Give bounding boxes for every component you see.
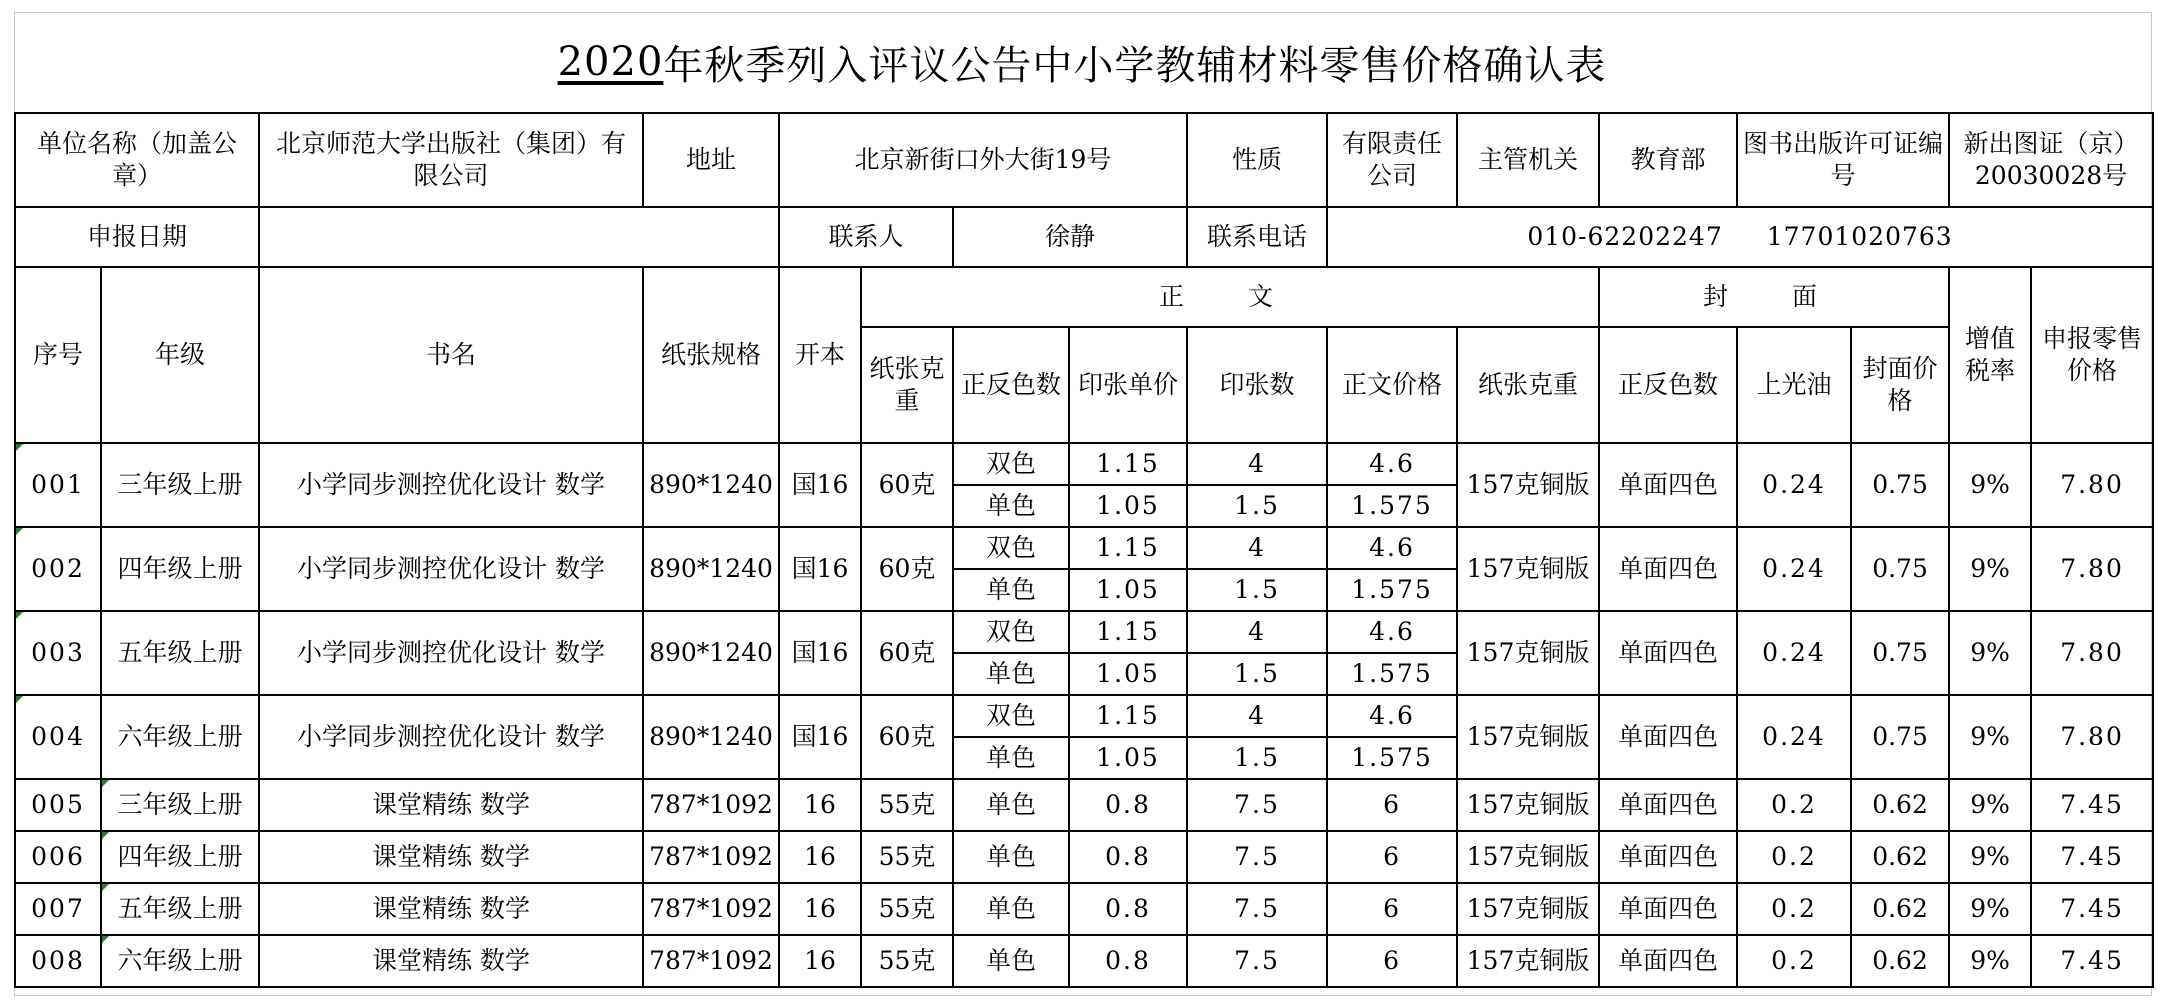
body-weight-cell: 55克: [861, 935, 953, 987]
format-cell: 16: [779, 831, 861, 883]
body-price-cell: 6: [1327, 831, 1457, 883]
grade-cell: 三年级上册: [101, 779, 259, 831]
cover-colors-cell: 单面四色: [1599, 443, 1737, 527]
vat-cell: 9%: [1949, 443, 2031, 527]
cover-weight-cell: 157克铜版: [1457, 831, 1599, 883]
sheet-count-cell: 7.5: [1187, 831, 1327, 883]
grade-cell: 六年级上册: [101, 935, 259, 987]
format-cell: 国16: [779, 695, 861, 779]
paper-size-cell: 787*1092: [643, 779, 779, 831]
body-colors-cell: 单色: [953, 935, 1069, 987]
header-book: 书名: [259, 267, 643, 443]
body-colors-cell: 双色: [953, 443, 1069, 485]
phone-1: 010-62202247: [1527, 222, 1723, 251]
gloss-cell: 0.24: [1737, 443, 1851, 527]
cover-weight-cell: 157克铜版: [1457, 611, 1599, 695]
retail-cell: 7.80: [2031, 527, 2153, 611]
cover-colors-cell: 单面四色: [1599, 883, 1737, 935]
cover-price-cell: 0.62: [1851, 883, 1949, 935]
sheet-price-cell: 1.05: [1069, 653, 1187, 695]
body-weight-cell: 60克: [861, 611, 953, 695]
authority-label: 主管机关: [1457, 113, 1599, 207]
table-row: [15, 695, 2153, 737]
body-price-cell: 1.575: [1327, 485, 1457, 527]
nature-value: 有限责任公司: [1327, 113, 1457, 207]
vat-cell: 9%: [1949, 779, 2031, 831]
body-price-cell: 4.6: [1327, 527, 1457, 569]
header-body-group: 正 文: [861, 267, 1599, 327]
paper-size-cell: 890*1240: [643, 527, 779, 611]
cover-weight-cell: 157克铜版: [1457, 779, 1599, 831]
cover-price-cell: 0.75: [1851, 695, 1949, 779]
body-price-cell: 4.6: [1327, 611, 1457, 653]
body-weight-cell: 60克: [861, 695, 953, 779]
contact-label: 联系人: [779, 207, 953, 267]
gloss-cell: 0.2: [1737, 779, 1851, 831]
vat-cell: 9%: [1949, 883, 2031, 935]
vat-cell: 9%: [1949, 935, 2031, 987]
body-price-cell: 4.6: [1327, 695, 1457, 737]
table-row: [15, 527, 2153, 569]
sheet-price-cell: 1.15: [1069, 695, 1187, 737]
header-seq: 序号: [15, 267, 101, 443]
price-table: [14, 112, 2154, 988]
format-cell: 国16: [779, 611, 861, 695]
cover-price-cell: 0.75: [1851, 611, 1949, 695]
address-value: 北京新街口外大街19号: [779, 113, 1187, 207]
header-grade: 年级: [101, 267, 259, 443]
seq-cell: 004: [15, 695, 101, 779]
grade-cell: 三年级上册: [101, 443, 259, 527]
book-cell: 课堂精练 数学: [259, 779, 643, 831]
cover-price-cell: 0.75: [1851, 443, 1949, 527]
unit-label: 单位名称（加盖公章）: [15, 113, 259, 207]
paper-size-cell: 787*1092: [643, 831, 779, 883]
header-format: 开本: [779, 267, 861, 443]
body-weight-cell: 55克: [861, 831, 953, 883]
gloss-cell: 0.2: [1737, 935, 1851, 987]
header-cover-price: 封面价格: [1851, 327, 1949, 443]
title-text: 年秋季列入评议公告中小学教辅材料零售价格确认表: [663, 42, 1607, 89]
gloss-cell: 0.2: [1737, 831, 1851, 883]
body-colors-cell: 单色: [953, 569, 1069, 611]
sheet-count-cell: 4: [1187, 443, 1327, 485]
gloss-cell: 0.24: [1737, 695, 1851, 779]
gloss-cell: 0.24: [1737, 527, 1851, 611]
book-cell: 课堂精练 数学: [259, 831, 643, 883]
vat-cell: 9%: [1949, 695, 2031, 779]
body-colors-cell: 单色: [953, 779, 1069, 831]
body-weight-cell: 60克: [861, 443, 953, 527]
contact-value: 徐静: [953, 207, 1187, 267]
vat-cell: 9%: [1949, 611, 2031, 695]
body-price-cell: 6: [1327, 935, 1457, 987]
book-cell: 小学同步测控优化设计 数学: [259, 695, 643, 779]
sheet-price-cell: 1.15: [1069, 527, 1187, 569]
seq-cell: 005: [15, 779, 101, 831]
header-row-groups: [15, 267, 2153, 327]
sheet-price-cell: 0.8: [1069, 935, 1187, 987]
paper-size-cell: 890*1240: [643, 611, 779, 695]
sheet-count-cell: 1.5: [1187, 737, 1327, 779]
sheet-price-cell: 1.05: [1069, 569, 1187, 611]
body-colors-cell: 单色: [953, 653, 1069, 695]
grade-cell: 五年级上册: [101, 883, 259, 935]
sheet-price-cell: 0.8: [1069, 883, 1187, 935]
sheet-price-cell: 0.8: [1069, 779, 1187, 831]
book-cell: 小学同步测控优化设计 数学: [259, 527, 643, 611]
header-cover-colors: 正反色数: [1599, 327, 1737, 443]
gloss-cell: 0.2: [1737, 883, 1851, 935]
sheet-count-cell: 7.5: [1187, 935, 1327, 987]
header-body-colors: 正反色数: [953, 327, 1069, 443]
sheet-price-cell: 1.05: [1069, 485, 1187, 527]
gloss-cell: 0.24: [1737, 611, 1851, 695]
retail-cell: 7.80: [2031, 695, 2153, 779]
cover-colors-cell: 单面四色: [1599, 831, 1737, 883]
paper-size-cell: 787*1092: [643, 883, 779, 935]
body-colors-cell: 单色: [953, 485, 1069, 527]
retail-cell: 7.45: [2031, 779, 2153, 831]
body-colors-cell: 双色: [953, 695, 1069, 737]
cover-colors-cell: 单面四色: [1599, 935, 1737, 987]
sheet-price-cell: 0.8: [1069, 831, 1187, 883]
sheet-price-cell: 1.05: [1069, 737, 1187, 779]
cover-weight-cell: 157克铜版: [1457, 443, 1599, 527]
cover-colors-cell: 单面四色: [1599, 779, 1737, 831]
body-weight-cell: 60克: [861, 527, 953, 611]
header-body-price: 正文价格: [1327, 327, 1457, 443]
retail-cell: 7.45: [2031, 883, 2153, 935]
address-label: 地址: [643, 113, 779, 207]
book-cell: 课堂精练 数学: [259, 935, 643, 987]
retail-cell: 7.80: [2031, 443, 2153, 527]
body-price-cell: 1.575: [1327, 737, 1457, 779]
body-colors-cell: 单色: [953, 831, 1069, 883]
retail-cell: 7.45: [2031, 935, 2153, 987]
sheet-count-cell: 1.5: [1187, 653, 1327, 695]
seq-cell: 002: [15, 527, 101, 611]
seq-cell: 007: [15, 883, 101, 935]
cover-price-cell: 0.62: [1851, 779, 1949, 831]
sheet-price-cell: 1.15: [1069, 611, 1187, 653]
header-retail: 申报零售价格: [2031, 267, 2153, 443]
table-row: [15, 611, 2153, 653]
paper-size-cell: 787*1092: [643, 935, 779, 987]
vat-cell: 9%: [1949, 831, 2031, 883]
header-paper-size: 纸张规格: [643, 267, 779, 443]
body-price-cell: 1.575: [1327, 569, 1457, 611]
cover-colors-cell: 单面四色: [1599, 611, 1737, 695]
header-cover-weight: 纸张克重: [1457, 327, 1599, 443]
grade-cell: 四年级上册: [101, 831, 259, 883]
body-weight-cell: 55克: [861, 883, 953, 935]
header-gloss: 上光油: [1737, 327, 1851, 443]
body-price-cell: 1.575: [1327, 653, 1457, 695]
table-row: [15, 935, 2153, 987]
title-year: 2020: [557, 39, 664, 85]
sheet-count-cell: 4: [1187, 527, 1327, 569]
phone-value: [1327, 207, 2153, 267]
phone-2: 17701020763: [1766, 222, 1953, 251]
table-row: [15, 443, 2153, 485]
body-price-cell: 6: [1327, 779, 1457, 831]
sheet-count-cell: 4: [1187, 611, 1327, 653]
date-label: 申报日期: [15, 207, 259, 267]
unit-value: 北京师范大学出版社（集团）有限公司: [259, 113, 643, 207]
cover-price-cell: 0.62: [1851, 831, 1949, 883]
seq-cell: 008: [15, 935, 101, 987]
sheet-price-cell: 1.15: [1069, 443, 1187, 485]
info-row-unit: [15, 113, 2153, 207]
grade-cell: 六年级上册: [101, 695, 259, 779]
retail-cell: 7.80: [2031, 611, 2153, 695]
body-colors-cell: 单色: [953, 737, 1069, 779]
cover-price-cell: 0.75: [1851, 527, 1949, 611]
phone-label: 联系电话: [1187, 207, 1327, 267]
header-body-weight: 纸张克重: [861, 327, 953, 443]
date-value: [259, 207, 779, 267]
cover-colors-cell: 单面四色: [1599, 695, 1737, 779]
cover-weight-cell: 157克铜版: [1457, 527, 1599, 611]
table-row: [15, 831, 2153, 883]
sheet-count-cell: 7.5: [1187, 883, 1327, 935]
book-cell: 小学同步测控优化设计 数学: [259, 443, 643, 527]
paper-size-cell: 890*1240: [643, 695, 779, 779]
book-cell: 小学同步测控优化设计 数学: [259, 611, 643, 695]
cover-colors-cell: 单面四色: [1599, 527, 1737, 611]
body-price-cell: 4.6: [1327, 443, 1457, 485]
sheet-count-cell: 7.5: [1187, 779, 1327, 831]
sheet-count-cell: 1.5: [1187, 485, 1327, 527]
seq-cell: 006: [15, 831, 101, 883]
body-colors-cell: 双色: [953, 611, 1069, 653]
cover-weight-cell: 157克铜版: [1457, 695, 1599, 779]
info-row-contact: [15, 207, 2153, 267]
body-weight-cell: 55克: [861, 779, 953, 831]
format-cell: 国16: [779, 527, 861, 611]
nature-label: 性质: [1187, 113, 1327, 207]
seq-cell: 001: [15, 443, 101, 527]
format-cell: 国16: [779, 443, 861, 527]
sheet-count-cell: 4: [1187, 695, 1327, 737]
table-row: [15, 883, 2153, 935]
page-title: [14, 12, 2150, 112]
body-colors-cell: 双色: [953, 527, 1069, 569]
table-row: [15, 779, 2153, 831]
cover-weight-cell: 157克铜版: [1457, 883, 1599, 935]
body-price-cell: 6: [1327, 883, 1457, 935]
cover-weight-cell: 157克铜版: [1457, 935, 1599, 987]
sheet-count-cell: 1.5: [1187, 569, 1327, 611]
format-cell: 16: [779, 935, 861, 987]
vat-cell: 9%: [1949, 527, 2031, 611]
body-colors-cell: 单色: [953, 883, 1069, 935]
format-cell: 16: [779, 883, 861, 935]
header-cover-group: 封 面: [1599, 267, 1949, 327]
grade-cell: 四年级上册: [101, 527, 259, 611]
header-sheet-price: 印张单价: [1069, 327, 1187, 443]
book-cell: 课堂精练 数学: [259, 883, 643, 935]
paper-size-cell: 890*1240: [643, 443, 779, 527]
header-vat: 增值税率: [1949, 267, 2031, 443]
header-sheet-count: 印张数: [1187, 327, 1327, 443]
grade-cell: 五年级上册: [101, 611, 259, 695]
authority-value: 教育部: [1599, 113, 1737, 207]
license-label: 图书出版许可证编号: [1737, 113, 1949, 207]
seq-cell: 003: [15, 611, 101, 695]
license-value: 新出图证（京）20030028号: [1949, 113, 2153, 207]
format-cell: 16: [779, 779, 861, 831]
retail-cell: 7.45: [2031, 831, 2153, 883]
cover-price-cell: 0.62: [1851, 935, 1949, 987]
